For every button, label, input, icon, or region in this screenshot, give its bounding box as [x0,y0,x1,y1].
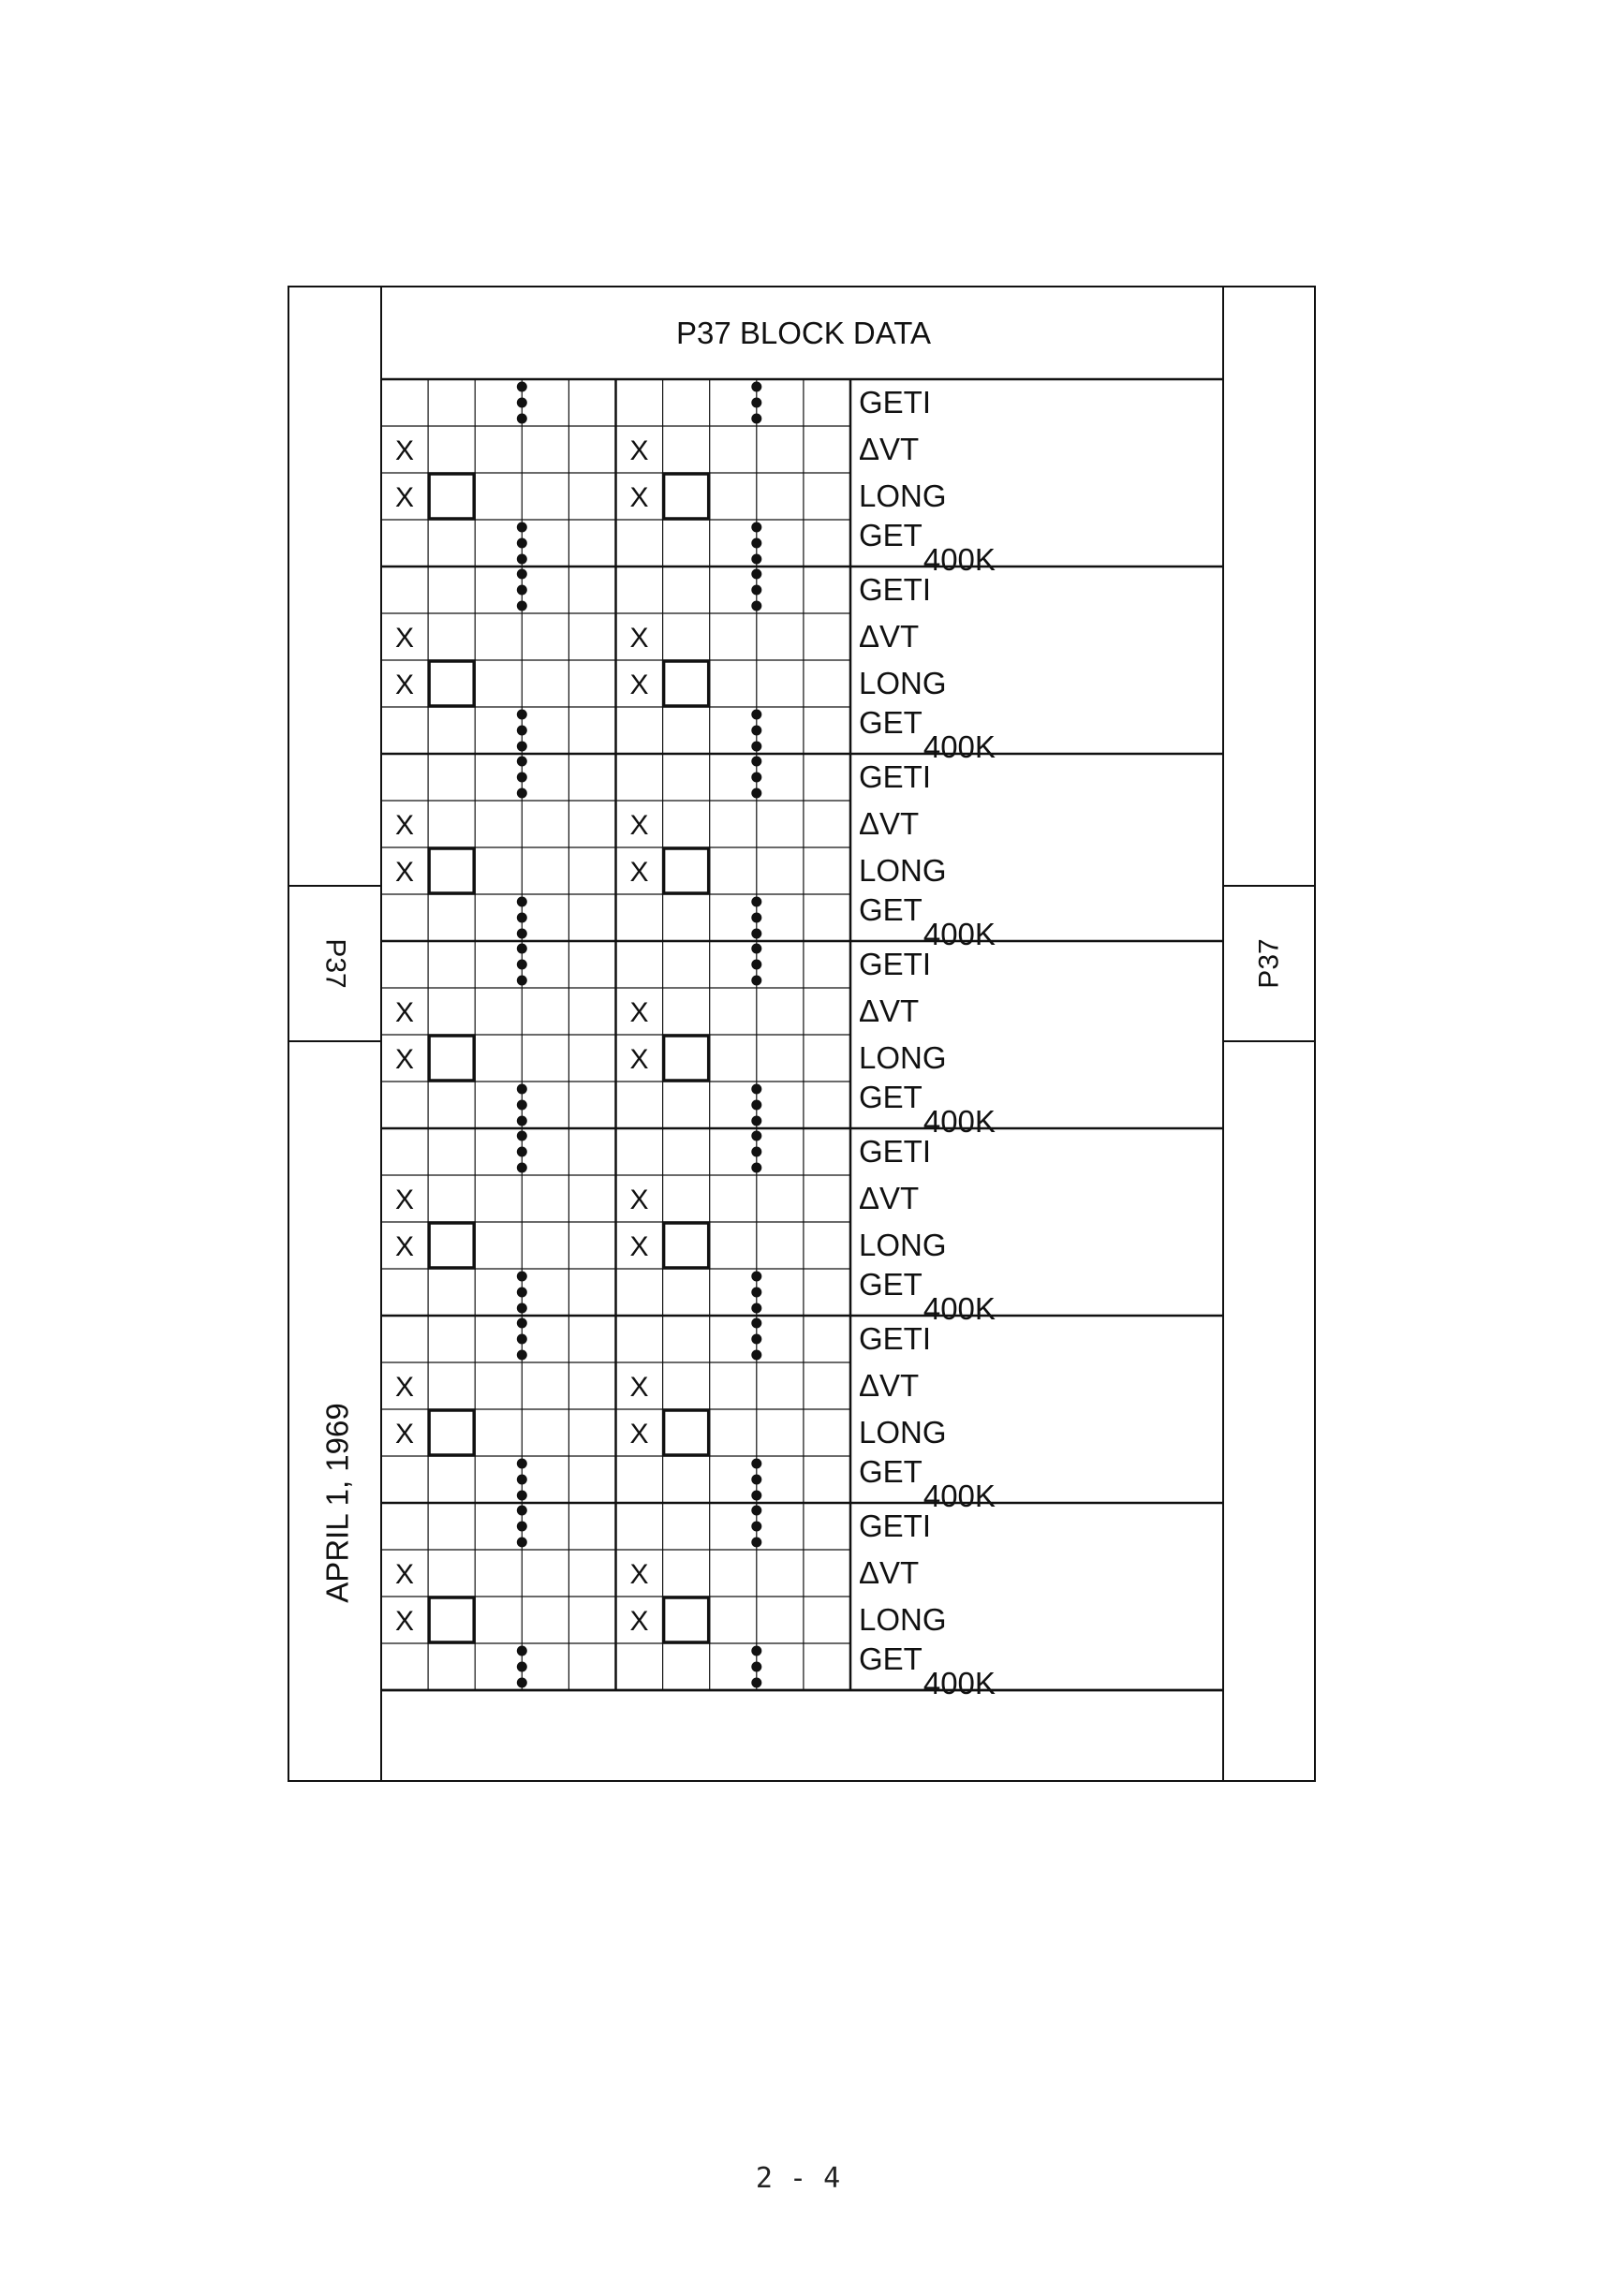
sign-marker: X [395,435,415,466]
decimal-dot [751,944,761,954]
decimal-dot [517,1538,527,1548]
sign-marker: X [395,1044,415,1075]
sign-marker: X [629,1372,649,1403]
sign-marker: X [629,623,649,654]
decimal-dot [517,538,527,549]
row-label: ΔVT [859,1555,920,1590]
decimal-dot [751,1334,761,1345]
row-label-subscript: 400K [923,1104,996,1139]
decimal-dot [751,897,761,907]
decimal-dot [517,1678,527,1688]
sign-marker: X [395,1372,415,1403]
row-label: GET [859,1641,923,1676]
decimal-dot [517,897,527,907]
sign-marker: X [395,623,415,654]
decimal-dot [517,742,527,752]
row-label: GETI [859,947,932,981]
decimal-dot [517,569,527,580]
decimal-dot [751,1662,761,1672]
decimal-dot [751,1163,761,1173]
decimal-dot [517,522,527,533]
decimal-dot [517,710,527,720]
sign-box [664,1036,709,1081]
row-label-subscript: 400K [923,1291,996,1326]
decimal-dot [517,1506,527,1516]
decimal-dot [751,726,761,736]
row-label: GETI [859,759,932,794]
decimal-dot [751,1475,761,1485]
card-frame [288,287,1315,1781]
decimal-dot [517,1334,527,1345]
sign-marker: X [629,482,649,513]
row-label: GET [859,1454,923,1489]
sign-box [429,1597,474,1642]
sign-marker: X [629,435,649,466]
sign-marker: X [395,1185,415,1215]
decimal-dot [751,1147,761,1157]
sign-box [429,1223,474,1268]
decimal-dot [517,1163,527,1173]
row-label-subscript: 400K [923,542,996,577]
sign-box [664,848,709,893]
decimal-dot [517,554,527,565]
decimal-dot [517,601,527,611]
decimal-dot [751,788,761,799]
decimal-dot [751,1459,761,1469]
block-grid [381,379,1223,1700]
row-label: LONG [859,1602,947,1637]
decimal-dot [751,1538,761,1548]
sign-marker: X [629,857,649,888]
row-label-subscript: 400K [923,1479,996,1513]
row-label: LONG [859,1228,947,1262]
decimal-dot [751,913,761,923]
sign-marker: X [395,857,415,888]
row-label: ΔVT [859,806,920,841]
sign-box [664,1597,709,1642]
decimal-dot [517,773,527,783]
row-label: GETI [859,1134,932,1169]
decimal-dot [517,1288,527,1298]
decimal-dot [751,1506,761,1516]
row-label: GETI [859,385,932,419]
decimal-dot [517,414,527,424]
sign-marker: X [629,1231,649,1262]
right-tab-label: P37 [1253,938,1285,989]
decimal-dot [517,976,527,986]
row-label: LONG [859,1415,947,1450]
sign-box [664,1223,709,1268]
decimal-dot [751,601,761,611]
decimal-dot [517,1491,527,1501]
decimal-dot [517,1646,527,1656]
sign-box [429,474,474,519]
row-label: GETI [859,572,932,607]
decimal-dot [751,929,761,939]
decimal-dot [517,1459,527,1469]
decimal-dot [751,1350,761,1361]
decimal-dot [751,382,761,392]
row-label-subscript: 400K [923,1666,996,1700]
row-label: LONG [859,853,947,888]
decimal-dot [751,1084,761,1095]
decimal-dot [517,1303,527,1314]
decimal-dot [517,1475,527,1485]
decimal-dot [751,773,761,783]
sign-marker: X [629,1044,649,1075]
decimal-dot [517,913,527,923]
decimal-dot [517,1131,527,1141]
row-label: LONG [859,1040,947,1075]
decimal-dot [751,757,761,767]
decimal-dot [517,726,527,736]
decimal-dot [517,944,527,954]
row-label: GETI [859,1321,932,1356]
row-label-subscript: 400K [923,729,996,764]
decimal-dot [517,1147,527,1157]
decimal-dot [751,398,761,408]
sign-marker: X [395,1559,415,1590]
decimal-dot [517,398,527,408]
decimal-dot [751,710,761,720]
row-label: GETI [859,1509,932,1543]
decimal-dot [751,1678,761,1688]
decimal-dot [517,1318,527,1329]
sign-box [664,661,709,706]
sign-marker: X [629,1419,649,1450]
row-label: GET [859,518,923,552]
sign-box [429,1410,474,1455]
decimal-dot [751,1100,761,1111]
decimal-dot [751,414,761,424]
card-title: P37 BLOCK DATA [675,316,932,350]
row-label: ΔVT [859,1368,920,1403]
decimal-dot [751,1116,761,1126]
sign-marker: X [629,670,649,700]
row-label: ΔVT [859,432,920,466]
sign-marker: X [395,1231,415,1262]
left-tab-label: P37 [319,938,351,989]
decimal-dot [751,554,761,565]
page-number: 2 - 4 [755,2162,841,2195]
sign-box [429,1036,474,1081]
sign-marker: X [629,997,649,1028]
decimal-dot [751,1646,761,1656]
decimal-dot [751,1288,761,1298]
row-label: ΔVT [859,993,920,1028]
decimal-dot [751,742,761,752]
sign-box [429,848,474,893]
date-label: APRIL 1, 1969 [319,1403,355,1603]
decimal-dot [517,1084,527,1095]
sign-box [664,474,709,519]
decimal-dot [517,382,527,392]
sign-box [429,661,474,706]
decimal-dot [751,1522,761,1532]
row-label: GET [859,892,923,927]
sign-marker: X [629,1559,649,1590]
sign-marker: X [395,482,415,513]
row-label: GET [859,705,923,740]
decimal-dot [751,976,761,986]
sign-marker: X [395,997,415,1028]
decimal-dot [517,757,527,767]
row-label: ΔVT [859,1181,920,1215]
row-label-subscript: 400K [923,917,996,951]
sign-marker: X [629,810,649,841]
decimal-dot [517,1522,527,1532]
decimal-dot [517,1350,527,1361]
row-label: ΔVT [859,619,920,654]
decimal-dot [517,1272,527,1282]
decimal-dot [751,585,761,596]
sign-marker: X [395,670,415,700]
decimal-dot [751,538,761,549]
decimal-dot [751,1131,761,1141]
row-label: GET [859,1267,923,1302]
decimal-dot [751,960,761,970]
sign-marker: X [395,1606,415,1637]
row-label: LONG [859,478,947,513]
decimal-dot [751,522,761,533]
decimal-dot [751,1303,761,1314]
sign-marker: X [395,810,415,841]
decimal-dot [517,1100,527,1111]
sign-box [664,1410,709,1455]
decimal-dot [751,1272,761,1282]
decimal-dot [517,1116,527,1126]
row-label: GET [859,1080,923,1114]
decimal-dot [517,960,527,970]
decimal-dot [751,569,761,580]
sign-marker: X [629,1606,649,1637]
row-label: LONG [859,666,947,700]
decimal-dot [751,1491,761,1501]
decimal-dot [517,1662,527,1672]
decimal-dot [517,929,527,939]
decimal-dot [751,1318,761,1329]
sign-marker: X [395,1419,415,1450]
decimal-dot [517,788,527,799]
sign-marker: X [629,1185,649,1215]
decimal-dot [517,585,527,596]
